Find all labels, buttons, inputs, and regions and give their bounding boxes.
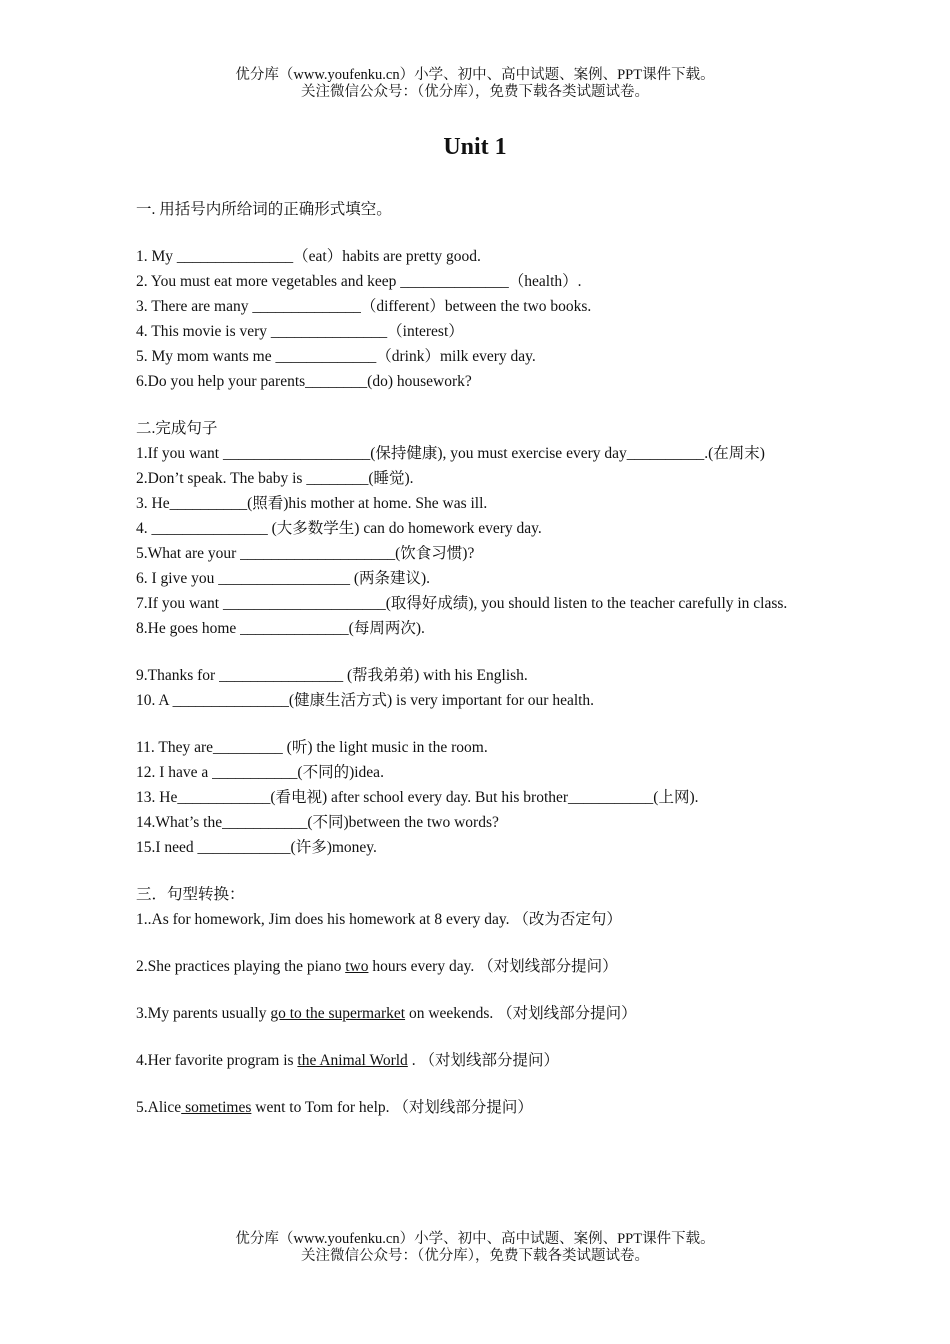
section2-heading: 二.完成句子 (136, 420, 218, 437)
s2-item-10: 10. A _______________(健康生活方式) is very important for our health. (136, 692, 595, 709)
s2-item-4: 4. _______________ (大多数学生) can do homework every day. (136, 520, 542, 537)
s2-item-11: 11. They are_________ (听) the light music in the room. (136, 739, 488, 756)
s2-item-2: 2.Don’t speak. The baby is ________(睡觉). (136, 470, 414, 487)
footer-line-1: 优分库（www.youfenku.cn）小学、初中、高中试题、案例、PPT课件下载。 (235, 1231, 715, 1247)
s2-item-13: 13. He____________(看电视) after school every day. But his brother___________(上网). (136, 789, 699, 806)
s2-item-5: 5.What are your ____________________(饮食习惯)? (136, 545, 475, 562)
page-footer (0, 1231, 950, 1265)
s3-item-2: 2.She practices playing the piano two hours every day. （对划线部分提问） (136, 958, 618, 975)
s1-item-1: 1. My _______________（eat）habits are pretty good. (136, 248, 481, 265)
underlined-part: go to the supermarket (270, 1005, 406, 1022)
s2-item-3: 3. He__________(照看)his mother at home. She was ill. (136, 495, 488, 512)
s3-item-5: 5.Alice sometimes went to Tom for help. （对划线部分提问） (136, 1099, 533, 1116)
s3-item-3: 3.My parents usually go to the supermarket on weekends. （对划线部分提问） (136, 1005, 637, 1022)
s2-item-7: 7.If you want _____________________(取得好成绩), you should listen to the teacher carefully in class. (136, 595, 788, 612)
s1-item-3: 3. There are many ______________（different）between the two books. (136, 298, 592, 315)
s2-item-14: 14.What’s the___________(不同)between the two words? (136, 814, 499, 831)
s2-item-1: 1.If you want ___________________(保持健康), you must exercise every day__________.(在周末) (136, 445, 765, 462)
s3-item-1: 1..As for homework, Jim does his homework at 8 every day. （改为否定句） (136, 911, 622, 928)
page-title: Unit 1 (443, 134, 507, 160)
section3-heading: 三．句型转换： (136, 886, 245, 903)
s2-item-6: 6. I give you _________________ (两条建议). (136, 570, 431, 587)
page-header (0, 67, 950, 101)
footer-line-2: 关注微信公众号：（优分库），免费下载各类试题试卷。 (301, 1248, 649, 1264)
header-line-2: 关注微信公众号：（优分库），免费下载各类试题试卷。 (301, 84, 649, 100)
underlined-part: two (345, 958, 369, 975)
s2-item-15: 15.I need ____________(许多)money. (136, 839, 377, 856)
s2-item-8: 8.He goes home ______________(每周两次). (136, 620, 425, 637)
s1-item-2: 2. You must eat more vegetables and keep ______________（health）. (136, 273, 582, 290)
s1-item-4: 4. This movie is very _______________（interest） (136, 323, 464, 340)
underlined-part: the Animal World (297, 1052, 408, 1069)
s3-item-4: 4.Her favorite program is the Animal World . （对划线部分提问） (136, 1052, 559, 1069)
s2-item-12: 12. I have a ___________(不同的)idea. (136, 764, 384, 781)
s1-item-6: 6.Do you help your parents________(do) housework? (136, 373, 472, 390)
s2-item-9: 9.Thanks for ________________ (帮我弟弟) with his English. (136, 667, 528, 684)
header-line-1: 优分库（www.youfenku.cn）小学、初中、高中试题、案例、PPT课件下载。 (235, 67, 715, 83)
section1-heading: 一. 用括号内所给词的正确形式填空。 (136, 201, 392, 218)
s1-item-5: 5. My mom wants me _____________（drink）milk every day. (136, 348, 536, 365)
underlined-part: sometimes (181, 1099, 252, 1116)
worksheet-body (136, 197, 804, 1120)
